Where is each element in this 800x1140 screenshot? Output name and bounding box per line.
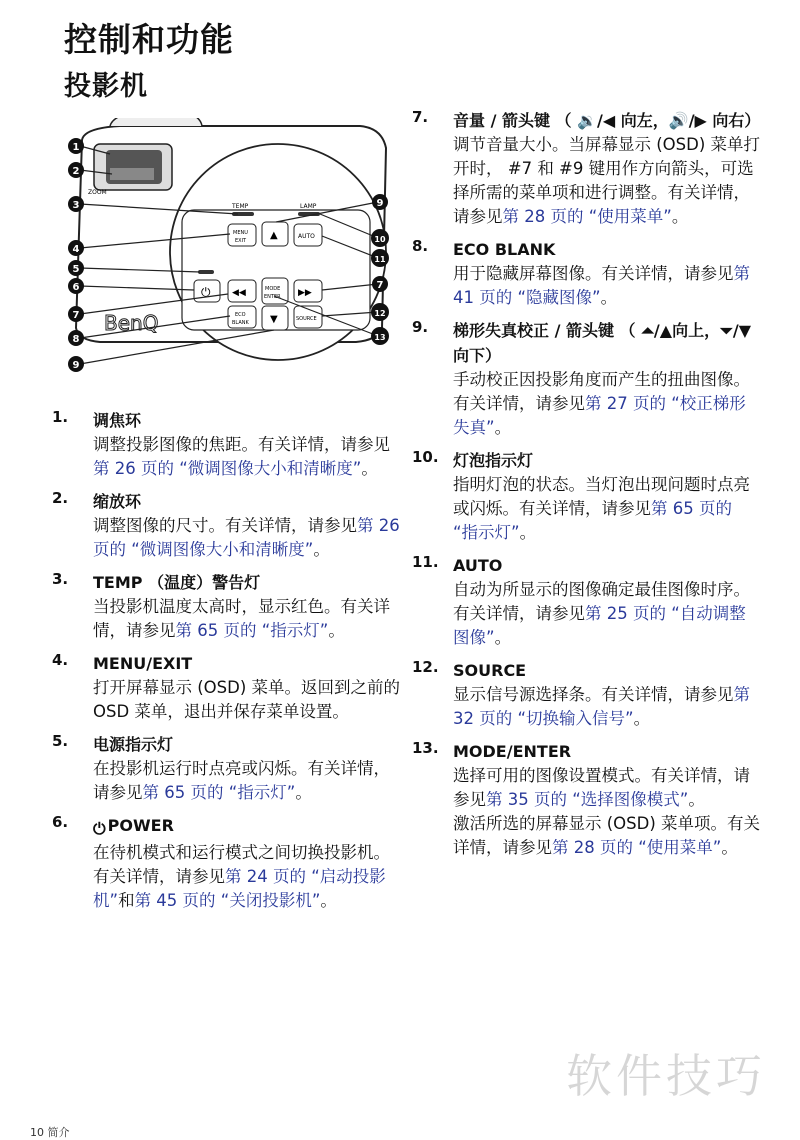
- item-number: 7.: [412, 108, 429, 126]
- item-title: 调焦环: [93, 411, 142, 430]
- item-title: 音量 / 箭头键 （ 🔉/◀ 向左，🔊/▶ 向右）: [453, 111, 761, 130]
- cross-reference-link[interactable]: 第 26 页的 “微调图像大小和清晰度”: [93, 459, 362, 478]
- page-title: 控制和功能: [64, 20, 234, 59]
- svg-text:SOURCE: SOURCE: [296, 316, 317, 322]
- left-column: [52, 408, 404, 921]
- svg-text:13: 13: [374, 333, 386, 342]
- feature-item: [412, 553, 762, 650]
- feature-item: [52, 489, 404, 562]
- item-description: 在待机模式和运行模式之间切换投影机。有关详情，请参见第 24 页的 “启动投影机”和第 45 页的 “关闭投影机”。: [93, 843, 390, 910]
- feature-item: [412, 237, 762, 310]
- temp-label: TEMP: [232, 203, 249, 210]
- feature-item: [412, 318, 762, 440]
- svg-text:7: 7: [376, 280, 384, 291]
- page-footer: 10 简介: [30, 1126, 70, 1139]
- item-title: 缩放环: [93, 492, 142, 511]
- svg-text:▲: ▲: [270, 230, 278, 241]
- feature-item: [52, 651, 404, 724]
- item-description: 指明灯泡的状态。当灯泡出现问题时点亮或闪烁。有关详情，请参见第 65 页的 “指示灯”。: [453, 475, 750, 542]
- item-number: 8.: [412, 237, 429, 255]
- svg-text:1: 1: [72, 142, 80, 153]
- svg-text:ECO: ECO: [235, 312, 246, 318]
- item-number: 2.: [52, 489, 69, 507]
- item-description: 显示信号源选择条。有关详情，请参见第 32 页的 “切换输入信号”。: [453, 685, 750, 728]
- brand-logo: BenQ: [104, 311, 159, 335]
- svg-text:2: 2: [72, 166, 80, 177]
- zoom-label: ZOOM: [88, 189, 107, 196]
- svg-text:AUTO: AUTO: [298, 233, 315, 240]
- item-description: 用于隐藏屏幕图像。有关详情，请参见第 41 页的 “隐藏图像”。: [453, 264, 750, 307]
- feature-item: [52, 813, 404, 913]
- cross-reference-link[interactable]: 第 28 页的 “使用菜单”: [552, 838, 722, 857]
- item-number: 12.: [412, 658, 439, 676]
- svg-text:MENU: MENU: [233, 230, 248, 236]
- item-number: 3.: [52, 570, 69, 588]
- item-title: MODE/ENTER: [453, 742, 572, 761]
- power-icon: ⏻: [93, 819, 106, 838]
- svg-text:6: 6: [72, 282, 80, 293]
- svg-text:ENTER: ENTER: [264, 294, 281, 300]
- svg-text:11: 11: [374, 255, 386, 264]
- item-description: 手动校正因投影角度而产生的扭曲图像。有关详情，请参见第 27 页的 “校正梯形失真”。: [453, 370, 750, 437]
- item-title: MENU/EXIT: [93, 654, 193, 673]
- cross-reference-link[interactable]: 第 24 页的 “启动投影机”: [93, 867, 386, 910]
- svg-text:10: 10: [374, 235, 386, 244]
- cross-reference-link[interactable]: 第 28 页的 “使用菜单”: [502, 207, 672, 226]
- item-description: 调整图像的尺寸。有关详情，请参见第 26 页的 “微调图像大小和清晰度”。: [93, 516, 400, 559]
- cross-reference-link[interactable]: 第 35 页的 “选择图像模式”: [486, 790, 689, 809]
- cross-reference-link[interactable]: 第 32 页的 “切换输入信号”: [453, 685, 750, 728]
- item-title: 电源指示灯: [93, 735, 174, 754]
- watermark: 软件技巧: [566, 1049, 766, 1103]
- lamp-label: LAMP: [300, 203, 317, 210]
- svg-text:▼: ▼: [270, 314, 278, 325]
- svg-text:▶▶: ▶▶: [298, 288, 312, 298]
- svg-text:EXIT: EXIT: [235, 238, 247, 244]
- item-description: 调节音量大小。当屏幕显示 (OSD) 菜单打开时， #7 和 #9 键用作方向箭头，可选择所需的菜单项和进行调整。有关详情，请参见第 28 页的 “使用菜单”。: [453, 135, 761, 226]
- item-number: 4.: [52, 651, 69, 669]
- svg-text:3: 3: [72, 200, 80, 211]
- item-number: 9.: [412, 318, 429, 336]
- item-title: SOURCE: [453, 661, 527, 680]
- item-title: TEMP （温度）警告灯: [93, 573, 261, 592]
- cross-reference-link[interactable]: 第 27 页的 “校正梯形失真”: [453, 394, 746, 437]
- item-description: 选择可用的图像设置模式。有关详情，请参见第 35 页的 “选择图像模式”。 激活所选的屏幕显示 (OSD) 菜单项。有关详情，请参见第 28 页的 “使用菜单”。: [453, 766, 761, 857]
- item-number: 10.: [412, 448, 439, 466]
- svg-text:9: 9: [376, 198, 384, 209]
- feature-item: [412, 108, 762, 229]
- item-description: 自动为所显示的图像确定最佳图像时序。有关详情，请参见第 25 页的 “自动调整图像”。: [453, 580, 750, 647]
- section-title: 投影机: [64, 71, 148, 102]
- item-title: 灯泡指示灯: [453, 451, 534, 470]
- right-column: [412, 108, 762, 868]
- cross-reference-link[interactable]: 第 45 页的 “关闭投影机”: [134, 891, 321, 910]
- item-description: 当投影机温度太高时，显示红色。有关详情，请参见第 65 页的 “指示灯”。: [93, 597, 390, 640]
- svg-text:MODE: MODE: [265, 286, 281, 292]
- svg-text:4: 4: [72, 244, 80, 255]
- cross-reference-link[interactable]: 第 65 页的 “指示灯”: [175, 621, 329, 640]
- cross-reference-link[interactable]: 第 26 页的 “微调图像大小和清晰度”: [93, 516, 400, 559]
- item-number: 6.: [52, 813, 69, 831]
- item-title: ⏻ POWER: [93, 813, 404, 841]
- cross-reference-link[interactable]: 第 65 页的 “指示灯”: [142, 783, 296, 802]
- item-title: 梯形失真校正 / 箭头键 （ ⏶/▲向上，⏷/▼ 向下）: [453, 321, 752, 365]
- cross-reference-link[interactable]: 第 41 页的 “隐藏图像”: [453, 264, 750, 307]
- item-number: 11.: [412, 553, 439, 571]
- item-description: 打开屏幕显示 (OSD) 菜单。返回到之前的 OSD 菜单，退出并保存菜单设置。: [93, 678, 401, 721]
- svg-text:BLANK: BLANK: [232, 320, 249, 326]
- item-number: 5.: [52, 732, 69, 750]
- svg-text:7: 7: [72, 310, 80, 321]
- item-number: 1.: [52, 408, 69, 426]
- feature-item: [52, 408, 404, 481]
- svg-text:12: 12: [374, 309, 386, 318]
- projector-diagram: [60, 118, 400, 378]
- cross-reference-link[interactable]: 第 25 页的 “自动调整图像”: [453, 604, 746, 647]
- item-number: 13.: [412, 739, 439, 757]
- feature-item: [52, 570, 404, 643]
- cross-reference-link[interactable]: 第 65 页的 “指示灯”: [453, 499, 732, 542]
- svg-text:◀◀: ◀◀: [232, 288, 246, 298]
- item-description: 在投影机运行时点亮或闪烁。有关详情，请参见第 65 页的 “指示灯”。: [93, 759, 390, 802]
- item-description: 调整投影图像的焦距。有关详情，请参见第 26 页的 “微调图像大小和清晰度”。: [93, 435, 390, 478]
- svg-text:8: 8: [72, 334, 80, 345]
- svg-text:5: 5: [72, 264, 80, 275]
- feature-item: [412, 448, 762, 545]
- feature-item: [412, 739, 762, 860]
- svg-text:9: 9: [72, 360, 80, 371]
- item-title: ECO BLANK: [453, 240, 556, 259]
- item-title: AUTO: [453, 556, 503, 575]
- feature-item: [52, 732, 404, 805]
- svg-text:⏻: ⏻: [201, 285, 211, 299]
- feature-item: [412, 658, 762, 731]
